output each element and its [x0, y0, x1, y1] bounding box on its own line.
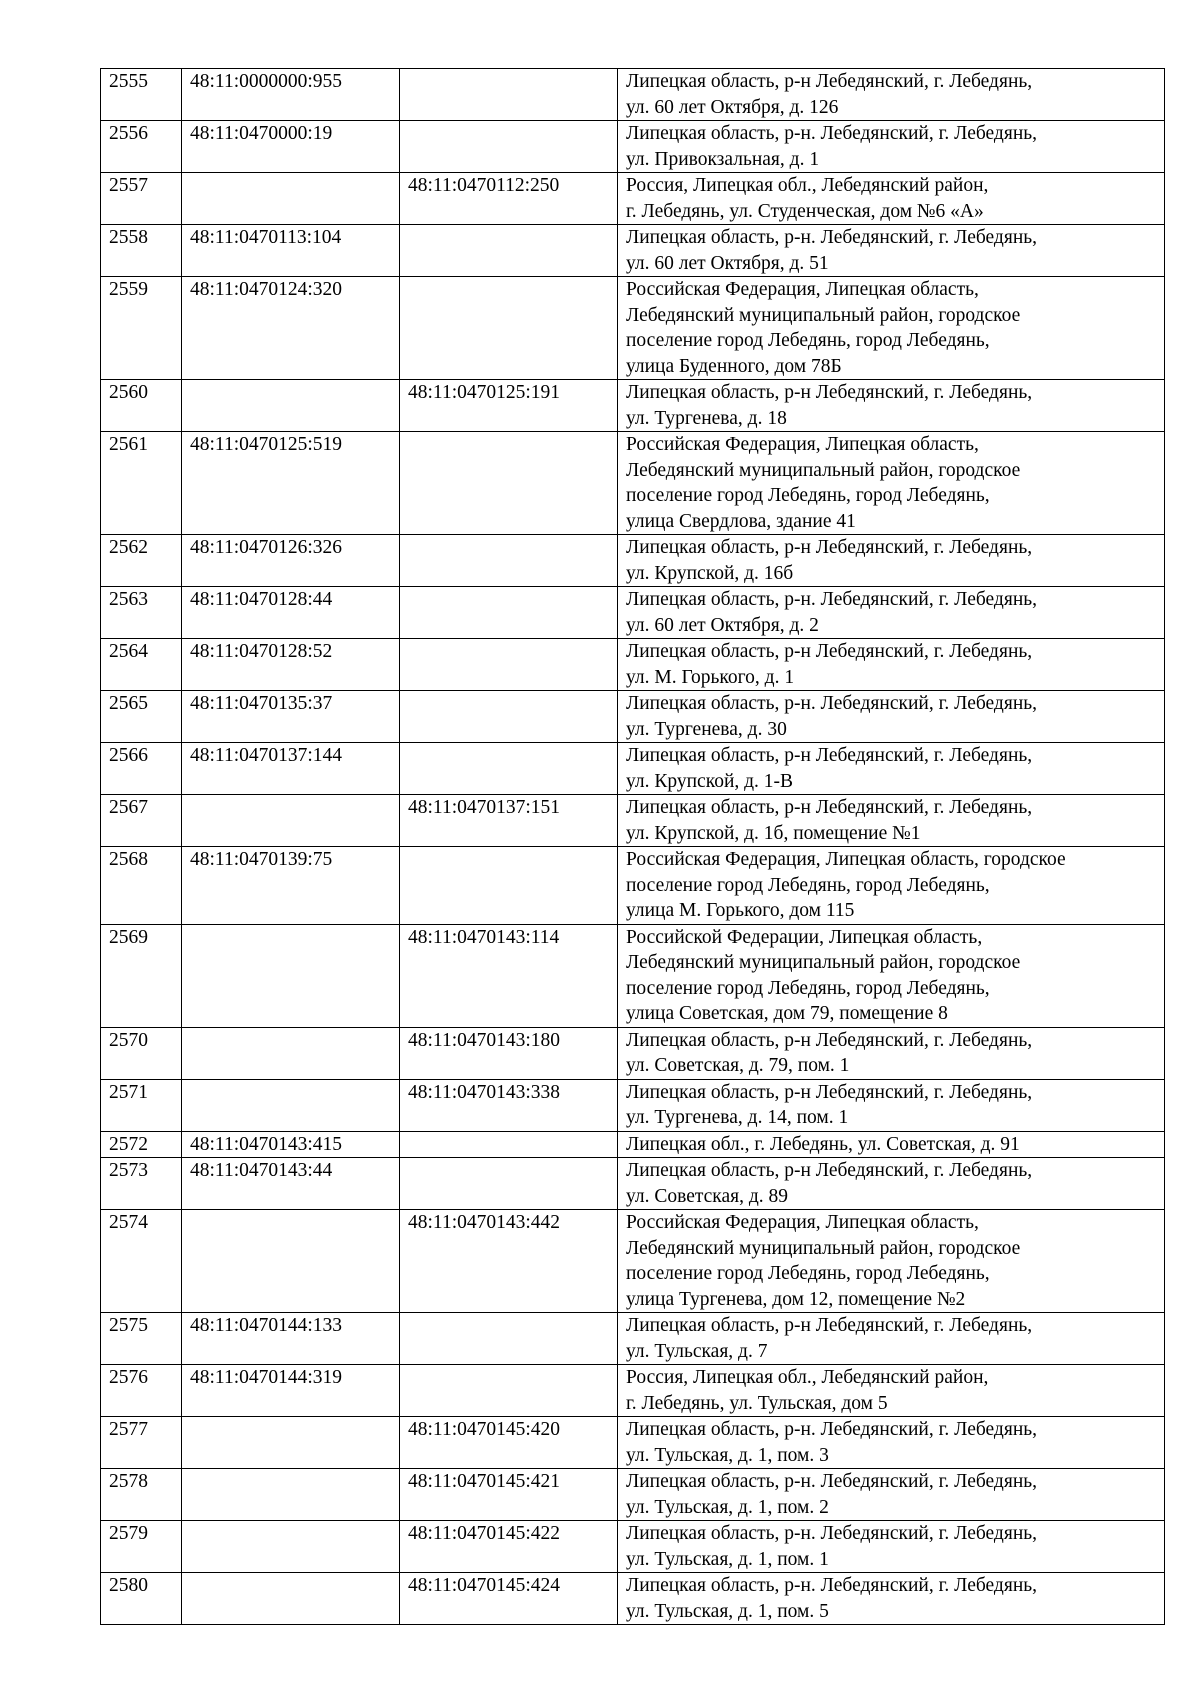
- table-row: [101, 535, 1165, 587]
- row-number-cell: 2568: [101, 847, 182, 925]
- table-row: [101, 1365, 1165, 1417]
- object-cadastral-cell: [400, 1158, 618, 1210]
- object-cadastral-cell: 48:11:0470145:424: [400, 1573, 618, 1625]
- row-number-cell: 2575: [101, 1313, 182, 1365]
- address-cell: Российская Федерация, Липецкая область, Лебедянский муниципальный район, городское поселение город Лебедянь, город Лебедянь, улица Буденного, дом 78Б: [618, 277, 1165, 380]
- table-row: [101, 847, 1165, 925]
- table-row: [101, 924, 1165, 1027]
- address-cell: Липецкая область, р-н. Лебедянский, г. Лебедянь, ул. Тульская, д. 1, пом. 5: [618, 1573, 1165, 1625]
- land-cadastral-cell: 48:11:0470143:415: [182, 1131, 400, 1158]
- row-number-cell: 2567: [101, 795, 182, 847]
- table-row: [101, 277, 1165, 380]
- object-cadastral-cell: [400, 432, 618, 535]
- land-cadastral-cell: 48:11:0470113:104: [182, 225, 400, 277]
- table-row: [101, 795, 1165, 847]
- object-cadastral-cell: 48:11:0470143:338: [400, 1079, 618, 1131]
- row-number-cell: 2556: [101, 121, 182, 173]
- land-cadastral-cell: 48:11:0470135:37: [182, 691, 400, 743]
- address-cell: Липецкая область, р-н Лебедянский, г. Лебедянь, ул. Советская, д. 79, пом. 1: [618, 1027, 1165, 1079]
- land-cadastral-cell: 48:11:0470139:75: [182, 847, 400, 925]
- address-cell: Липецкая область, р-н. Лебедянский, г. Лебедянь, ул. Тульская, д. 1, пом. 3: [618, 1417, 1165, 1469]
- address-cell: Липецкая область, р-н. Лебедянский, г. Лебедянь, ул. 60 лет Октября, д. 51: [618, 225, 1165, 277]
- row-number-cell: 2576: [101, 1365, 182, 1417]
- object-cadastral-cell: 48:11:0470143:442: [400, 1210, 618, 1313]
- object-cadastral-cell: [400, 743, 618, 795]
- row-number-cell: 2577: [101, 1417, 182, 1469]
- address-cell: Российская Федерация, Липецкая область, Лебедянский муниципальный район, городское поселение город Лебедянь, город Лебедянь, улица Тургенева, дом 12, помещение №2: [618, 1210, 1165, 1313]
- row-number-cell: 2563: [101, 587, 182, 639]
- document-page: [100, 68, 1164, 1625]
- table-row: [101, 1079, 1165, 1131]
- row-number-cell: 2579: [101, 1521, 182, 1573]
- address-cell: Липецкая область, р-н Лебедянский, г. Лебедянь, ул. Крупской, д. 1б, помещение №1: [618, 795, 1165, 847]
- row-number-cell: 2558: [101, 225, 182, 277]
- object-cadastral-cell: 48:11:0470145:420: [400, 1417, 618, 1469]
- object-cadastral-cell: [400, 1313, 618, 1365]
- registry-table: [100, 68, 1165, 1625]
- row-number-cell: 2580: [101, 1573, 182, 1625]
- row-number-cell: 2569: [101, 924, 182, 1027]
- table-row: [101, 587, 1165, 639]
- land-cadastral-cell: 48:11:0470125:519: [182, 432, 400, 535]
- object-cadastral-cell: [400, 587, 618, 639]
- land-cadastral-cell: [182, 1573, 400, 1625]
- row-number-cell: 2573: [101, 1158, 182, 1210]
- table-row: [101, 1027, 1165, 1079]
- object-cadastral-cell: [400, 1131, 618, 1158]
- object-cadastral-cell: [400, 639, 618, 691]
- land-cadastral-cell: [182, 795, 400, 847]
- address-cell: Липецкая область, р-н. Лебедянский, г. Лебедянь, ул. 60 лет Октября, д. 2: [618, 587, 1165, 639]
- object-cadastral-cell: [400, 69, 618, 121]
- table-row: [101, 225, 1165, 277]
- land-cadastral-cell: [182, 1521, 400, 1573]
- table-row: [101, 1521, 1165, 1573]
- row-number-cell: 2555: [101, 69, 182, 121]
- land-cadastral-cell: [182, 380, 400, 432]
- address-cell: Липецкая область, р-н Лебедянский, г. Лебедянь, ул. М. Горького, д. 1: [618, 639, 1165, 691]
- object-cadastral-cell: [400, 535, 618, 587]
- table-row: [101, 1210, 1165, 1313]
- table-row: [101, 432, 1165, 535]
- row-number-cell: 2561: [101, 432, 182, 535]
- land-cadastral-cell: 48:11:0470143:44: [182, 1158, 400, 1210]
- address-cell: Липецкая область, р-н Лебедянский, г. Лебедянь, ул. Тургенева, д. 18: [618, 380, 1165, 432]
- row-number-cell: 2571: [101, 1079, 182, 1131]
- table-row: [101, 69, 1165, 121]
- land-cadastral-cell: [182, 1417, 400, 1469]
- table-row: [101, 380, 1165, 432]
- address-cell: Липецкая область, р-н Лебедянский, г. Лебедянь, ул. 60 лет Октября, д. 126: [618, 69, 1165, 121]
- object-cadastral-cell: 48:11:0470112:250: [400, 173, 618, 225]
- address-cell: Российская Федерация, Липецкая область, городское поселение город Лебедянь, город Лебедянь, улица М. Горького, дом 115: [618, 847, 1165, 925]
- address-cell: Липецкая область, р-н Лебедянский, г. Лебедянь, ул. Крупской, д. 1-В: [618, 743, 1165, 795]
- row-number-cell: 2578: [101, 1469, 182, 1521]
- table-row: [101, 1158, 1165, 1210]
- object-cadastral-cell: [400, 225, 618, 277]
- land-cadastral-cell: [182, 1210, 400, 1313]
- object-cadastral-cell: 48:11:0470145:422: [400, 1521, 618, 1573]
- land-cadastral-cell: [182, 924, 400, 1027]
- land-cadastral-cell: 48:11:0470128:52: [182, 639, 400, 691]
- land-cadastral-cell: 48:11:0470126:326: [182, 535, 400, 587]
- table-row: [101, 121, 1165, 173]
- address-cell: Липецкая область, р-н Лебедянский, г. Лебедянь, ул. Крупской, д. 16б: [618, 535, 1165, 587]
- row-number-cell: 2557: [101, 173, 182, 225]
- table-row: [101, 1313, 1165, 1365]
- address-cell: Липецкая область, р-н. Лебедянский, г. Лебедянь, ул. Тургенева, д. 30: [618, 691, 1165, 743]
- land-cadastral-cell: 48:11:0470144:133: [182, 1313, 400, 1365]
- land-cadastral-cell: 48:11:0470137:144: [182, 743, 400, 795]
- row-number-cell: 2574: [101, 1210, 182, 1313]
- land-cadastral-cell: 48:11:0470144:319: [182, 1365, 400, 1417]
- land-cadastral-cell: 48:11:0470128:44: [182, 587, 400, 639]
- address-cell: Липецкая область, р-н. Лебедянский, г. Лебедянь, ул. Тульская, д. 1, пом. 2: [618, 1469, 1165, 1521]
- table-row: [101, 1469, 1165, 1521]
- land-cadastral-cell: [182, 173, 400, 225]
- row-number-cell: 2565: [101, 691, 182, 743]
- table-row: [101, 173, 1165, 225]
- row-number-cell: 2564: [101, 639, 182, 691]
- object-cadastral-cell: 48:11:0470143:180: [400, 1027, 618, 1079]
- object-cadastral-cell: [400, 1365, 618, 1417]
- object-cadastral-cell: 48:11:0470137:151: [400, 795, 618, 847]
- address-cell: Россия, Липецкая обл., Лебедянский район, г. Лебедянь, ул. Студенческая, дом №6 «А»: [618, 173, 1165, 225]
- object-cadastral-cell: [400, 277, 618, 380]
- row-number-cell: 2562: [101, 535, 182, 587]
- land-cadastral-cell: 48:11:0470124:320: [182, 277, 400, 380]
- table-row: [101, 1131, 1165, 1158]
- address-cell: Липецкая обл., г. Лебедянь, ул. Советская, д. 91: [618, 1131, 1165, 1158]
- land-cadastral-cell: [182, 1079, 400, 1131]
- table-row: [101, 743, 1165, 795]
- address-cell: Липецкая область, р-н. Лебедянский, г. Лебедянь, ул. Тульская, д. 1, пом. 1: [618, 1521, 1165, 1573]
- land-cadastral-cell: [182, 1027, 400, 1079]
- object-cadastral-cell: 48:11:0470125:191: [400, 380, 618, 432]
- address-cell: Липецкая область, р-н Лебедянский, г. Лебедянь, ул. Тульская, д. 7: [618, 1313, 1165, 1365]
- object-cadastral-cell: 48:11:0470145:421: [400, 1469, 618, 1521]
- table-row: [101, 691, 1165, 743]
- row-number-cell: 2570: [101, 1027, 182, 1079]
- registry-table-body: [101, 69, 1165, 1625]
- land-cadastral-cell: [182, 1469, 400, 1521]
- row-number-cell: 2560: [101, 380, 182, 432]
- address-cell: Российская Федерация, Липецкая область, Лебедянский муниципальный район, городское поселение город Лебедянь, город Лебедянь, улица Свердлова, здание 41: [618, 432, 1165, 535]
- land-cadastral-cell: 48:11:0000000:955: [182, 69, 400, 121]
- land-cadastral-cell: 48:11:0470000:19: [182, 121, 400, 173]
- address-cell: Липецкая область, р-н Лебедянский, г. Лебедянь, ул. Тургенева, д. 14, пом. 1: [618, 1079, 1165, 1131]
- object-cadastral-cell: [400, 121, 618, 173]
- row-number-cell: 2566: [101, 743, 182, 795]
- object-cadastral-cell: [400, 691, 618, 743]
- address-cell: Липецкая область, р-н Лебедянский, г. Лебедянь, ул. Советская, д. 89: [618, 1158, 1165, 1210]
- row-number-cell: 2572: [101, 1131, 182, 1158]
- address-cell: Россия, Липецкая обл., Лебедянский район, г. Лебедянь, ул. Тульская, дом 5: [618, 1365, 1165, 1417]
- row-number-cell: 2559: [101, 277, 182, 380]
- table-row: [101, 639, 1165, 691]
- table-row: [101, 1573, 1165, 1625]
- object-cadastral-cell: 48:11:0470143:114: [400, 924, 618, 1027]
- table-row: [101, 1417, 1165, 1469]
- address-cell: Липецкая область, р-н. Лебедянский, г. Лебедянь, ул. Привокзальная, д. 1: [618, 121, 1165, 173]
- object-cadastral-cell: [400, 847, 618, 925]
- address-cell: Российской Федерации, Липецкая область, Лебедянский муниципальный район, городское поселение город Лебедянь, город Лебедянь, улица Советская, дом 79, помещение 8: [618, 924, 1165, 1027]
